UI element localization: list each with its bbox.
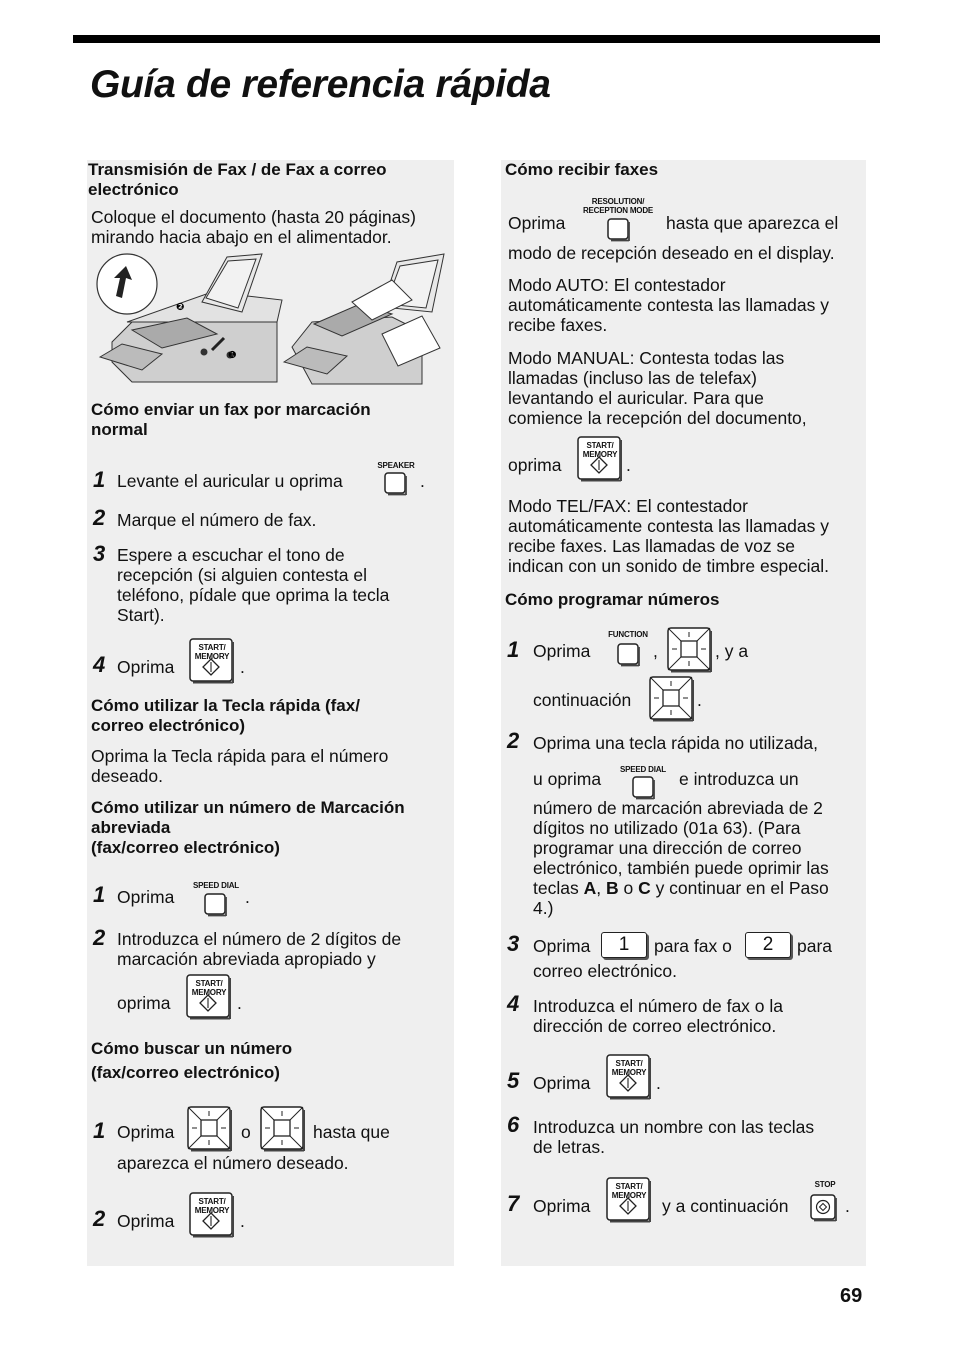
start-memory-key-label: START/ MEMORY	[611, 1059, 647, 1077]
step-number: 1	[93, 1118, 106, 1143]
step-number: 2	[93, 505, 106, 530]
body-text: Oprima	[508, 213, 566, 233]
step-number: 1	[93, 882, 106, 907]
punctuation: .	[237, 993, 242, 1013]
speaker-key[interactable]	[384, 472, 410, 498]
punctuation: .	[420, 471, 425, 491]
function-key[interactable]	[617, 643, 643, 669]
speed-dial-key[interactable]	[204, 893, 230, 919]
key-1[interactable]: 1	[601, 932, 647, 958]
step-text: Oprima	[533, 1196, 591, 1216]
step-text: Oprima	[117, 1211, 175, 1231]
step-text: Oprima una tecla rápida no utilizada,	[533, 733, 819, 753]
step-text: Introduzca el número de 2 dígitos de marcación abreviada apropiado y	[117, 929, 402, 969]
step-number: 4	[93, 652, 106, 677]
step-text: Oprima	[117, 887, 175, 907]
step-number: 6	[507, 1112, 520, 1137]
step-number: 3	[93, 541, 106, 566]
body-text: modo de recepción deseado en el display.	[508, 243, 835, 263]
step-number: 4	[507, 991, 520, 1016]
fax-loading-illustration	[92, 252, 452, 394]
program-numbers-heading: Cómo programar números	[505, 590, 720, 609]
punctuation: .	[245, 887, 250, 907]
step-number: 2	[507, 728, 520, 753]
auto-mode-text: Modo AUTO: El contestador automáticamente contesta las llamadas y recibe faxes.	[508, 275, 829, 335]
step-text: para fax o	[654, 936, 732, 956]
stop-key-label: STOP	[814, 1180, 836, 1189]
step-number: 2	[93, 925, 106, 950]
page-number: 69	[840, 1285, 863, 1307]
body-text: oprima	[508, 455, 562, 475]
punctuation: .	[240, 1211, 245, 1231]
step-text: Introduzca el número de fax o la dirección de correo electrónico.	[533, 996, 784, 1036]
step-text: Introduzca un nombre con las teclas de letras.	[533, 1117, 815, 1157]
punctuation: .	[626, 455, 631, 475]
step-text: y a continuación	[662, 1196, 789, 1216]
step-text: aparezca el número deseado.	[117, 1153, 349, 1173]
stop-key[interactable]	[810, 1194, 840, 1224]
resolution-reception-mode-key[interactable]	[607, 218, 633, 244]
step-text: Oprima	[533, 1073, 591, 1093]
step-text: e introduzca un	[679, 769, 799, 789]
step-text: Oprima	[533, 936, 591, 956]
punctuation: ,	[653, 641, 658, 661]
speed-dial-heading: Cómo utilizar un número de Marcación abreviada (fax/correo electrónico)	[91, 798, 405, 857]
step-text: número de marcación abreviada de 2 dígitos no utilizado (01a 63). (Para programar una dirección de correo electrónico, también puede oprimir las teclas A, B o C y continuar en el Paso 4.)	[533, 798, 829, 918]
start-memory-key-label: START/ MEMORY	[191, 979, 227, 997]
step-text: Levante el auricular u oprima	[117, 471, 343, 491]
quick-key-text: Oprima la Tecla rápida para el número deseado.	[91, 746, 389, 786]
start-memory-key-label: START/ MEMORY	[611, 1182, 647, 1200]
step-text: hasta que	[313, 1122, 390, 1142]
step-text: u oprima	[533, 769, 602, 789]
step-text: o	[241, 1122, 251, 1142]
step-text: para	[797, 936, 833, 956]
tel-fax-mode-text: Modo TEL/FAX: El contestador automáticamente contesta las llamadas y recibe faxes. Las llamadas de voz se indican con un sonido de timbre especial.	[508, 496, 830, 576]
search-number-heading: Cómo buscar un número (fax/correo electrónico)	[91, 1039, 293, 1082]
svg-text:❷: ❷	[176, 302, 185, 313]
page-title: Guía de referencia rápida	[90, 63, 551, 106]
speed-dial-key-label: SPEED DIAL	[192, 881, 239, 890]
punctuation: .	[656, 1073, 661, 1093]
step-text: Espere a escuchar el tono de recepción (si alguien contesta el teléfono, pídale que oprima la tecla Start).	[117, 545, 390, 625]
top-rule	[73, 35, 880, 43]
step-number: 2	[93, 1206, 106, 1231]
nav-left-key[interactable]	[187, 1106, 235, 1154]
step-text: continuación	[533, 690, 632, 710]
document-placement-text: Coloque el documento (hasta 20 páginas) mirando hacia abajo en el alimentador.	[91, 207, 416, 247]
step-number: 7	[507, 1191, 520, 1216]
step-text: Marque el número de fax.	[117, 510, 317, 530]
punctuation: .	[845, 1196, 850, 1216]
start-memory-key-label: START/ MEMORY	[582, 441, 618, 459]
step-text: Oprima	[117, 657, 175, 677]
step-text: Oprima	[117, 1122, 175, 1142]
start-memory-key-label: START/ MEMORY	[194, 643, 230, 661]
fax-transmission-heading: Transmisión de Fax / de Fax a correo electrónico	[88, 160, 387, 199]
step-number: 5	[507, 1068, 520, 1093]
nav-right-key[interactable]	[260, 1106, 308, 1154]
nav-key[interactable]	[667, 627, 715, 675]
quick-key-heading: Cómo utilizar la Tecla rápida (fax/ correo electrónico)	[91, 696, 360, 735]
resolution-key-label: RESOLUTION/ RECEPTION MODE	[582, 197, 654, 215]
speed-dial-key-label: SPEED DIAL	[619, 765, 666, 774]
body-text: hasta que aparezca el	[666, 213, 839, 233]
punctuation: .	[240, 657, 245, 677]
punctuation: .	[697, 690, 702, 710]
step-number: 1	[93, 467, 106, 492]
step-text: , y a	[715, 641, 749, 661]
function-key-label: FUNCTION	[608, 630, 648, 639]
manual-mode-text: Modo MANUAL: Contesta todas las llamadas (incluso las de telefax) levantando el auricular. Para que comience la recepción del documento,	[508, 348, 807, 428]
step-number: 1	[507, 637, 520, 662]
step-text: Oprima	[533, 641, 591, 661]
receive-fax-heading: Cómo recibir faxes	[505, 160, 659, 179]
svg-text:❶: ❶	[228, 350, 237, 361]
step-number: 3	[507, 931, 520, 956]
step-text: oprima	[117, 993, 171, 1013]
speaker-key-label: SPEAKER	[377, 461, 415, 470]
normal-dial-heading: Cómo enviar un fax por marcación normal	[91, 400, 371, 439]
key-2[interactable]: 2	[745, 932, 791, 958]
nav-key[interactable]	[649, 676, 697, 724]
start-memory-key-label: START/ MEMORY	[194, 1197, 230, 1215]
step-text: correo electrónico.	[533, 961, 677, 981]
